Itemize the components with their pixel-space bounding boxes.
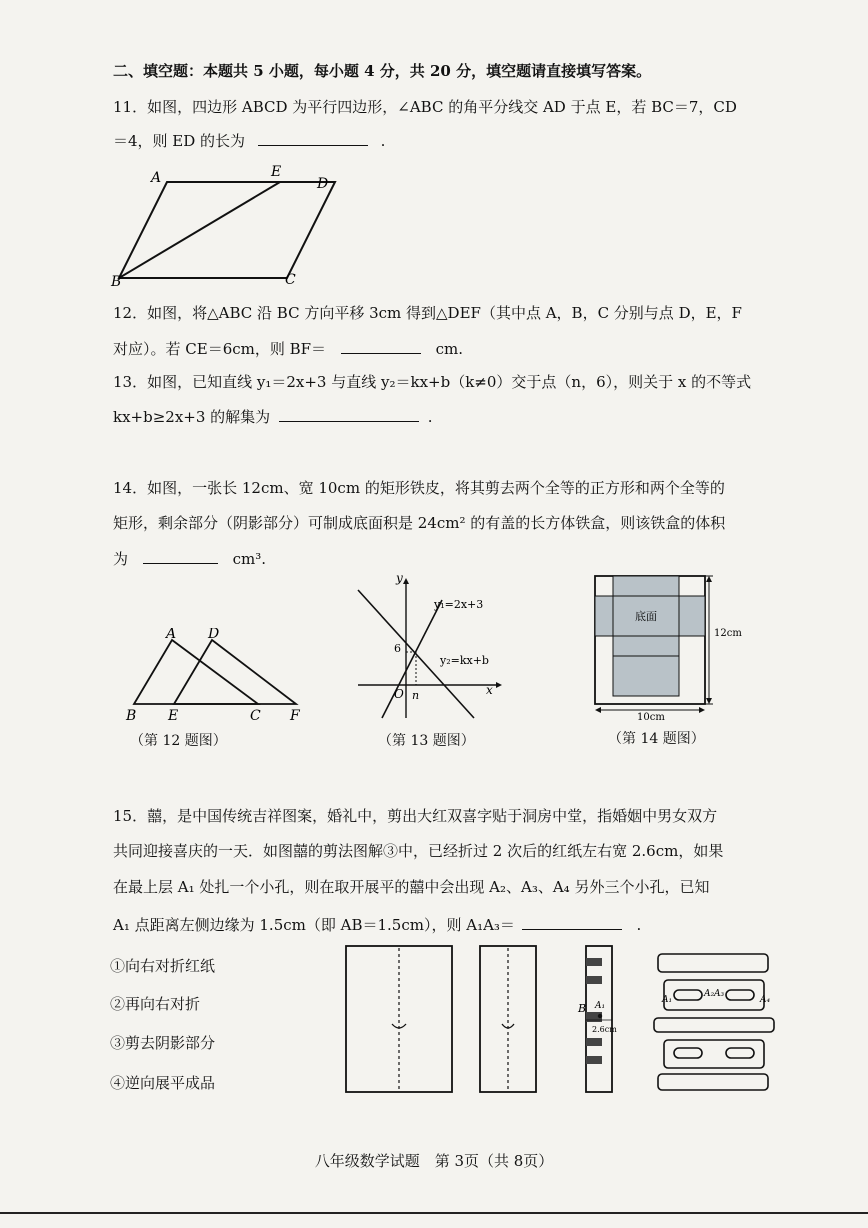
label-b: B <box>126 708 137 724</box>
q11-line2-end: . <box>380 132 386 150</box>
triangle-abc <box>134 640 258 704</box>
q14-line1: 14．如图，一张长 12cm、宽 10cm 的矩形铁皮，将其剪去两个全等的正方形和两个全等的 <box>113 479 725 497</box>
xi-top-bar <box>658 954 768 972</box>
q15-line4-text: A₁ 点距离左侧边缘为 1.5cm（即 AB＝1.5cm），则 A₁A₃＝ <box>113 916 515 934</box>
q14-answer-blank[interactable] <box>143 549 218 564</box>
label-origin: O <box>394 687 404 701</box>
q15-line4-end: . <box>636 916 642 934</box>
label-a4: A₄ <box>760 995 771 1005</box>
height-arrow-top <box>706 576 712 582</box>
label-bottom-face: 底面 <box>635 610 657 623</box>
xi-bottom-bar <box>658 1074 768 1090</box>
q15-answer-blank[interactable] <box>522 915 622 930</box>
label-x: x <box>486 683 493 697</box>
label-c: C <box>250 708 261 724</box>
fig12-triangles <box>120 628 310 728</box>
label-b: B <box>578 1002 587 1015</box>
shaded-right-flap <box>679 596 705 636</box>
label-a1: A₁ <box>595 1001 606 1011</box>
label-width: 10cm <box>637 712 665 720</box>
q13-line1: 13．如图，已知直线 y₁＝2x+3 与直线 y₂＝kx+b（k≠0）交于点（n，6），则关于 x 的不等式 <box>113 373 752 391</box>
parallelogram-abcd <box>119 182 335 278</box>
q12-line2-unit: cm. <box>435 340 464 358</box>
fig14-iron-sheet <box>585 570 745 720</box>
shaded-left-flap <box>595 596 613 636</box>
fig13-caption: （第 13 题图） <box>378 733 475 749</box>
q11-parallelogram-figure <box>105 160 345 290</box>
q14-line3 <box>113 548 266 569</box>
cut-1 <box>586 958 602 966</box>
double-happiness-shape <box>654 954 774 1090</box>
shaded-top-lid <box>613 576 679 596</box>
y-axis-arrow <box>403 578 409 584</box>
q14-line3-unit: cm³. <box>232 550 266 568</box>
label-a2: A₂ <box>704 989 715 999</box>
fig12-caption: （第 12 题图） <box>130 733 227 749</box>
height-arrow-bottom <box>706 698 712 704</box>
xi-middle-bar <box>654 1018 774 1032</box>
shaded-lid <box>613 656 679 696</box>
label-n: n <box>412 689 420 702</box>
label-y1: y₁=2x+3 <box>434 598 484 611</box>
fig14-caption: （第 14 题图） <box>608 731 705 747</box>
label-f: F <box>290 708 300 724</box>
cut-5 <box>586 1056 602 1064</box>
label-y: y <box>396 572 403 585</box>
q11-line2-text: ＝4，则 ED 的长为 <box>113 132 246 150</box>
label-d: D <box>317 176 329 192</box>
bottom-border <box>0 1212 868 1214</box>
q12-line2-text: 对应）。若 CE＝6cm，则 BF＝ <box>113 340 327 358</box>
page-footer: 八年级数学试题 第 3页（共 8页） <box>314 1152 554 1170</box>
q13-line2 <box>113 406 433 427</box>
fig13-graph <box>350 572 510 722</box>
label-height: 12cm <box>714 628 742 639</box>
xi-slot-lower-right <box>726 1048 754 1058</box>
xi-lower-block <box>664 1040 764 1068</box>
triangle-def <box>174 640 296 704</box>
step-1: ①向右对折红纸 <box>110 957 216 975</box>
label-a3: A₃ <box>714 989 725 999</box>
q12-line2 <box>113 338 463 359</box>
q13-answer-blank[interactable] <box>279 407 419 422</box>
q12-line1: 12．如图，将△ABC 沿 BC 方向平移 3cm 得到△DEF（其中点 A，B，C 分别与点 D，E，F <box>113 304 742 322</box>
label-b: B <box>111 274 122 290</box>
xi-slot-left <box>674 990 702 1000</box>
cut-4 <box>586 1038 602 1046</box>
q11-line2 <box>113 130 385 151</box>
x-axis-arrow <box>496 682 502 688</box>
hole-a1 <box>598 1014 602 1018</box>
label-e: E <box>271 164 282 180</box>
q13-line2-text: kx+b≥2x+3 的解集为 <box>113 408 271 426</box>
shaded-side <box>613 636 679 656</box>
label-y2: y₂=kx+b <box>440 654 489 667</box>
label-e: E <box>168 708 179 724</box>
q12-answer-blank[interactable] <box>341 339 421 354</box>
label-a: A <box>151 170 162 186</box>
q15-line2: 共同迎接喜庆的一天．如图囍的剪法图解③中，已经折过 2 次后的红纸左右宽 2.6cm，如果 <box>113 842 724 860</box>
q14-line2: 矩形，剩余部分（阴影部分）可制成底面积是 24cm² 的有盖的长方体铁盒，则该铁盒的体积 <box>113 514 726 532</box>
label-d: D <box>208 628 220 642</box>
label-six: 6 <box>394 642 401 655</box>
label-a: A <box>166 628 177 642</box>
q11-answer-blank[interactable] <box>258 131 368 146</box>
q11-line1: 11．如图，四边形 ABCD 为平行四边形，∠ABC 的角平分线交 AD 于点 E，若 BC＝7，CD <box>113 98 737 116</box>
q13-line2-end: . <box>427 408 433 426</box>
label-a1-unfolded: A₁ <box>662 995 673 1005</box>
step-4: ④逆向展平成品 <box>110 1074 216 1092</box>
width-arrow-left <box>595 707 601 713</box>
label-c: C <box>285 272 296 288</box>
width-arrow-right <box>699 707 705 713</box>
q15-line3: 在最上层 A₁ 处扎一个小孔，则在取开展平的囍中会出现 A₂、A₃、A₄ 另外三个小孔，已知 <box>113 878 710 896</box>
cut-2 <box>586 976 602 984</box>
q15-line1: 15．囍，是中国传统吉祥图案，婚礼中，剪出大红双喜字贴于洞房中堂，指婚姻中男女双方 <box>113 807 718 825</box>
section-heading: 二、填空题：本题共 5 小题，每小题 4 分，共 20 分，填空题请直接填写答案。 <box>113 62 652 80</box>
q15-line4 <box>113 914 641 935</box>
xi-slot-lower-left <box>674 1048 702 1058</box>
xi-slot-right <box>726 990 754 1000</box>
q15-folding-figure <box>340 940 780 1100</box>
label-width: 2.6cm <box>592 1025 617 1034</box>
step-3: ③剪去阴影部分 <box>110 1034 216 1052</box>
step-2: ②再向右对折 <box>110 995 201 1013</box>
q14-line3-text: 为 <box>113 550 129 568</box>
